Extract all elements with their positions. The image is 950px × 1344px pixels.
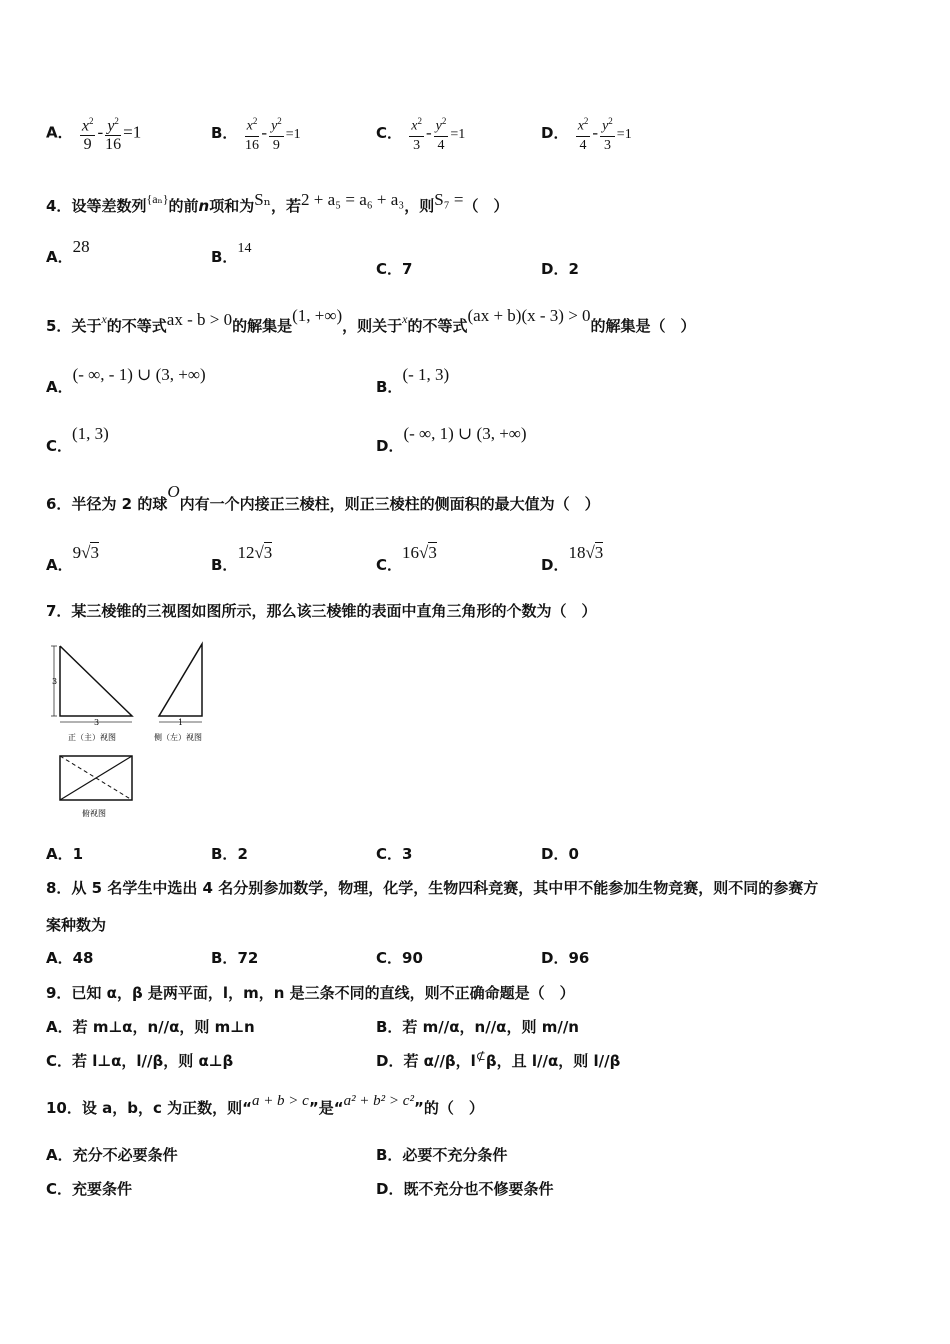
q3-d-frac1: $\frac{x^2}{4}$ — [576, 112, 591, 155]
q9-option-a[interactable]: A．若 m⊥α，n//α，则 m⊥n — [46, 1018, 255, 1036]
question-4-stem: 4．设等差数列$^{\{a_n\}}$的前n项和为Sₙ，若2 + a₅ = a₆ + a₃，则S₇ =（ ） — [46, 190, 509, 215]
q3-a-frac1: $\frac{x^2}{9}$ — [80, 112, 96, 154]
q3-option-d-label: D． — [541, 123, 569, 142]
q7-option-a[interactable]: A．1 — [46, 845, 84, 863]
question-9-stem: 9．已知 α，β 是两平面，l，m，n 是三条不同的直线，则不正确命题是（ ） — [46, 984, 575, 1002]
q8-option-a[interactable]: A．48 — [46, 949, 94, 967]
q3-b-frac1: $\frac{x^2}{16}$ — [245, 112, 260, 155]
q5-option-d[interactable]: D．(- ∞, 1) ∪ (3, +∞) — [376, 424, 527, 455]
q3-d-frac2: $\frac{y^2}{3}$ — [600, 112, 615, 155]
q3-option-a-label: A． — [46, 123, 73, 142]
q4-option-d[interactable]: D．2 — [541, 260, 579, 278]
q10-option-d[interactable]: D．既不充分也不修要条件 — [376, 1180, 554, 1198]
question-8-stem-line2: 案种数为 — [46, 916, 107, 934]
side-view — [159, 644, 202, 722]
q6-option-a[interactable]: A．9√3 — [46, 543, 99, 574]
question-8-stem-line1: 8．从 5 名学生中选出 4 名分别参加数学，物理，化学，生物四科竞赛，其中甲不能参加生物竞赛，则不同的参赛方 — [46, 879, 819, 897]
q3-option-c-label: C． — [376, 123, 403, 142]
q3-c-frac2: $\frac{y^2}{4}$ — [434, 112, 449, 155]
q7-option-d[interactable]: D．0 — [541, 845, 579, 863]
q3-option-b-label: B． — [211, 123, 238, 142]
front-height-dim: 3 — [52, 677, 58, 686]
q5-option-b[interactable]: B．(- 1, 3) — [376, 365, 450, 396]
q6-option-b[interactable]: B．12√3 — [211, 543, 273, 574]
q3-option-d[interactable]: D． $\frac{x^2}{4}$ - $\frac{y^2}{3}$ =1 — [541, 112, 632, 155]
q5-option-a[interactable]: A．(- ∞, - 1) ∪ (3, +∞) — [46, 365, 206, 396]
q3-a-frac2: $\frac{y^2}{16}$ — [105, 112, 121, 154]
q8-option-b[interactable]: B．72 — [211, 949, 259, 967]
q3-b-frac2: $\frac{y^2}{9}$ — [269, 112, 284, 155]
q4-option-a[interactable]: A．28 — [46, 237, 90, 266]
front-width-dim: 3 — [94, 718, 100, 727]
front-view — [51, 646, 132, 722]
q9-option-c[interactable]: C．若 l⊥α，l//β，则 α⊥β — [46, 1052, 234, 1070]
q10-option-b[interactable]: B．必要不充分条件 — [376, 1146, 508, 1164]
q7-option-c[interactable]: C．3 — [376, 845, 413, 863]
question-5-stem: 5．关于$^x$的不等式ax - b > 0的解集是(1, +∞)，则关于$^x$的不等式(ax + b)(x - 3) > 0的解集是（ ） — [46, 306, 696, 335]
q3-c-frac1: $\frac{x^2}{3}$ — [409, 112, 424, 155]
q4-option-b[interactable]: B．14 — [211, 241, 252, 266]
q9-option-d[interactable]: D．若 α//β，l⊄β，且 l//α，则 l//β — [376, 1049, 621, 1070]
q3-option-a[interactable]: A． $\frac{x^2}{9}$ - $\frac{y^2}{16}$ =1 — [46, 112, 141, 154]
question-7-stem: 7．某三棱锥的三视图如图所示，那么该三棱锥的表面中直角三角形的个数为（ ） — [46, 602, 597, 620]
question-6-stem: 6．半径为 2 的球O内有一个内接正三棱柱，则正三棱柱的侧面积的最大值为（ ） — [46, 482, 600, 513]
q10-option-c[interactable]: C．充要条件 — [46, 1180, 133, 1198]
q3-option-b[interactable]: B． $\frac{x^2}{16}$ - $\frac{y^2}{9}$ =1 — [211, 112, 301, 155]
front-view-label: 正（主）视图 — [68, 733, 116, 742]
top-view-label: 俯视图 — [82, 809, 106, 818]
q8-option-d[interactable]: D．96 — [541, 949, 590, 967]
q3-option-c[interactable]: C． $\frac{x^2}{3}$ - $\frac{y^2}{4}$ =1 — [376, 112, 465, 155]
q6-option-d[interactable]: D．18√3 — [541, 543, 604, 574]
side-width-dim: 1 — [178, 718, 184, 727]
q8-option-c[interactable]: C．90 — [376, 949, 423, 967]
q6-option-c[interactable]: C．16√3 — [376, 543, 437, 574]
question-10-stem: 10．设 a，b，c 为正数，则“a + b > c”是“a² + b² > c²”的（ ） — [46, 1093, 484, 1117]
q7-option-b[interactable]: B．2 — [211, 845, 248, 863]
top-view — [60, 756, 132, 800]
three-view-figure — [46, 640, 216, 825]
side-view-label: 侧（左）视图 — [154, 733, 202, 742]
q10-option-a[interactable]: A．充分不必要条件 — [46, 1146, 178, 1164]
q4-option-c[interactable]: C．7 — [376, 260, 413, 278]
q5-option-c[interactable]: C．(1, 3) — [46, 424, 109, 455]
q9-option-b[interactable]: B．若 m//α，n//α，则 m//n — [376, 1018, 579, 1036]
